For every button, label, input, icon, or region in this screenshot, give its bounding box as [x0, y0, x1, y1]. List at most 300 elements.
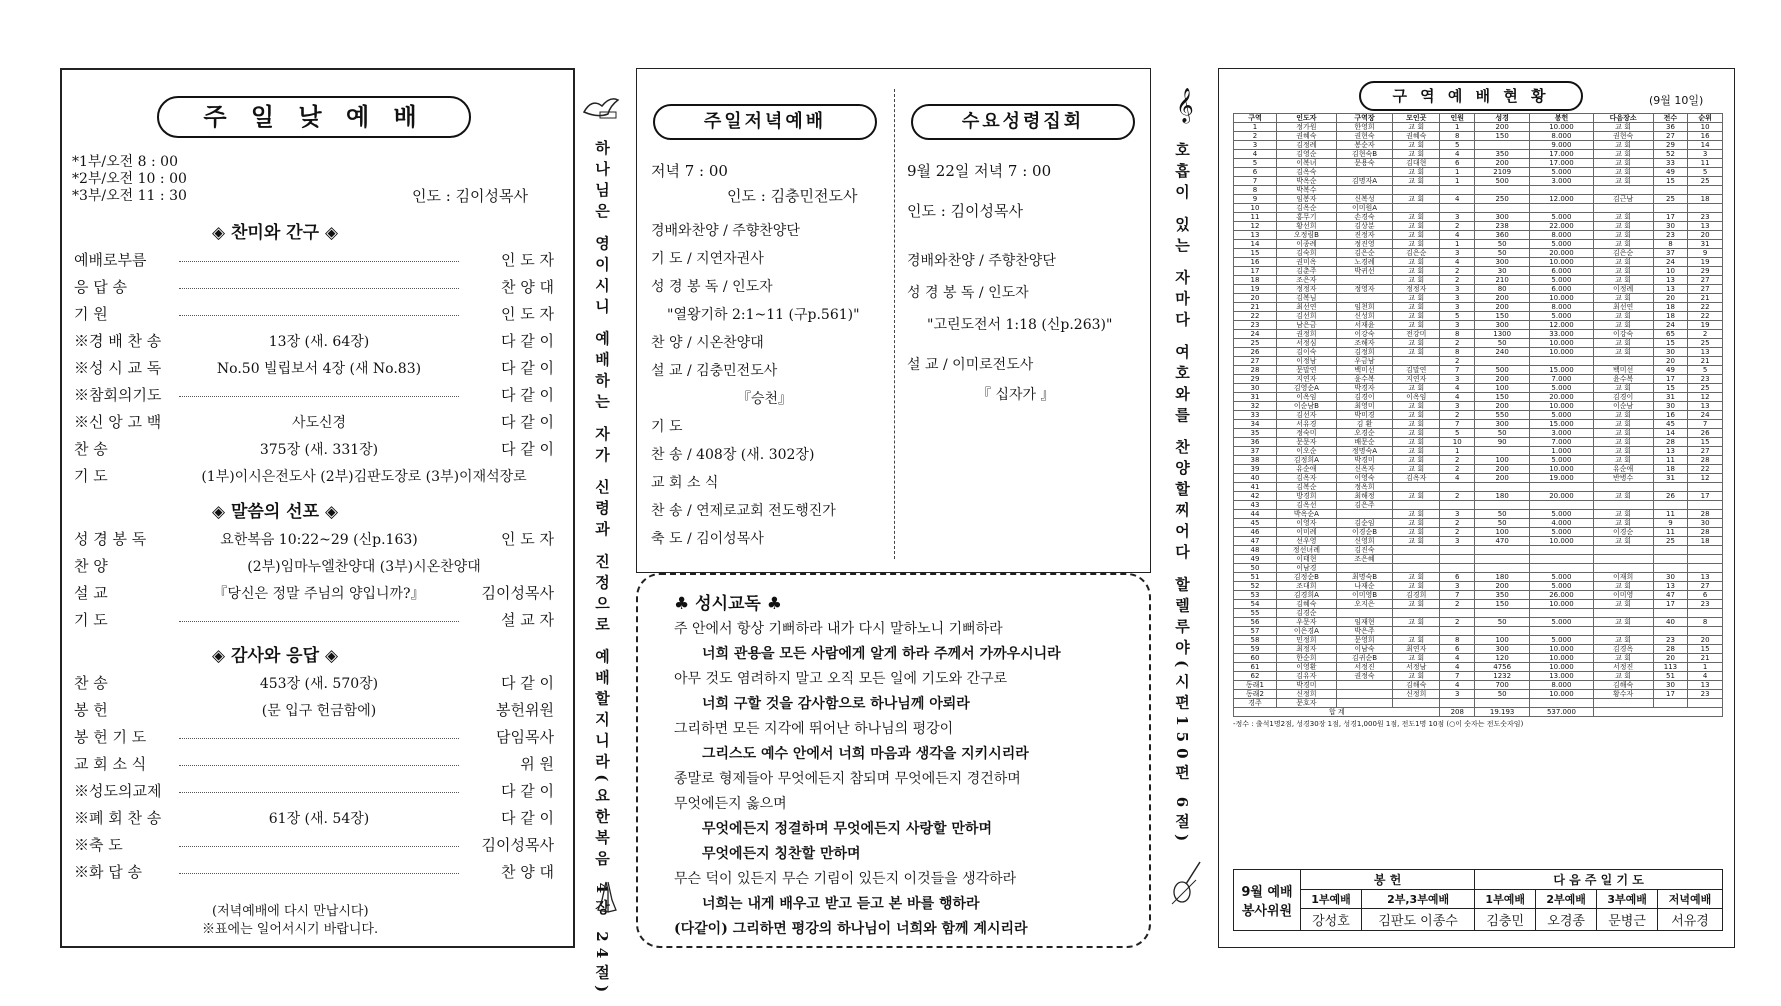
table-cell: 정옥희 [1336, 483, 1392, 492]
table-cell: 김은순 [1336, 249, 1392, 258]
table-cell: 김선자 [1276, 411, 1336, 420]
table-cell: 이미영 [1593, 591, 1653, 600]
dove-icon [580, 92, 620, 122]
table-cell: 5.000 [1530, 573, 1593, 582]
table-cell: 550 [1475, 411, 1530, 420]
table-cell: 12.000 [1530, 195, 1593, 204]
table-cell: 46 [1234, 528, 1277, 537]
table-cell: 교 회 [1593, 429, 1653, 438]
table-cell: 교 회 [1593, 150, 1653, 159]
table-cell: 180 [1475, 573, 1530, 582]
table-cell: 3 [1440, 285, 1475, 294]
table-cell: 신영희 [1336, 537, 1392, 546]
dot-leader [179, 315, 459, 316]
table-cell: 11 [1688, 159, 1723, 168]
order-item [74, 781, 564, 801]
table-row [1234, 357, 1723, 366]
table-row [1234, 393, 1723, 402]
order-item [74, 250, 564, 270]
table-cell: 200 [1475, 582, 1530, 591]
order-item-detail-wrap [174, 808, 464, 829]
table-cell: 이정례 [1593, 285, 1653, 294]
table-cell [1653, 627, 1688, 636]
table-cell: 150 [1475, 393, 1530, 402]
evening-line: 찬 양 / 시온찬양대 [651, 335, 764, 351]
table-cell: 500 [1475, 366, 1530, 375]
table-cell: 8 [1440, 132, 1475, 141]
table-cell: 서재윤 [1336, 321, 1392, 330]
table-cell: 10.000 [1530, 402, 1593, 411]
table-cell: 470 [1475, 537, 1530, 546]
order-item-detail: (2부)임마누엘찬양대 (3부)시온찬양대 [247, 559, 481, 575]
order-item-role: 찬 양 대 [500, 278, 554, 296]
district-header-cell: 다음장소 [1593, 114, 1653, 123]
volunteer-header-row [1234, 890, 1723, 909]
table-row [1234, 609, 1723, 618]
table-cell: 교 회 [1393, 636, 1440, 645]
table-cell: 2 [1440, 222, 1475, 231]
table-cell: 80 [1475, 285, 1530, 294]
table-cell [1336, 168, 1392, 177]
table-cell: 3 [1440, 249, 1475, 258]
table-cell: 5 [1688, 366, 1723, 375]
district-title: 구 역 예 배 현 황 [1359, 81, 1583, 111]
evening-line: 『승천』 [737, 391, 793, 407]
table-cell: 10.000 [1530, 339, 1593, 348]
table-cell [1393, 501, 1440, 510]
table-cell: 5.000 [1530, 618, 1593, 627]
table-cell [1440, 483, 1475, 492]
table-cell [1440, 627, 1475, 636]
volunteer-name-cell: 김충민 [1475, 909, 1536, 931]
order-item-detail-wrap [174, 610, 464, 630]
table-cell: 김옥순 [1276, 204, 1336, 213]
table-cell: 교 회 [1393, 654, 1440, 663]
order-item [74, 331, 564, 352]
table-cell: 5.000 [1530, 312, 1593, 321]
table-cell: 33 [1653, 159, 1688, 168]
table-cell: 13 [1653, 582, 1688, 591]
table-cell: 238 [1475, 222, 1530, 231]
table-cell [1475, 555, 1530, 564]
table-cell: 25 [1688, 177, 1723, 186]
table-cell [1393, 699, 1440, 708]
evening-line: 설 교 / 김충민전도사 [651, 363, 778, 379]
table-cell: 교 회 [1393, 276, 1440, 285]
table-cell: 교 회 [1393, 465, 1440, 474]
table-cell: 4 [1440, 150, 1475, 159]
district-table [1233, 113, 1723, 717]
table-cell: 5.000 [1530, 168, 1593, 177]
table-cell: 김정희 [1336, 348, 1392, 357]
table-cell: 김유자 [1276, 672, 1336, 681]
evening-time: 저녁 7 : 00 [651, 162, 728, 180]
table-cell: 2 [1440, 600, 1475, 609]
table-row [1234, 411, 1723, 420]
table-cell: 한순희 [1276, 654, 1336, 663]
table-row [1234, 474, 1723, 483]
table-cell: 박귀선 [1336, 267, 1392, 276]
table-cell: 45 [1234, 519, 1277, 528]
table-cell: 18 [1653, 303, 1688, 312]
table-cell: 홍무기 [1276, 213, 1336, 222]
table-cell [1653, 483, 1688, 492]
table-cell: 10.000 [1530, 600, 1593, 609]
table-cell: 신옥자 [1336, 465, 1392, 474]
order-item-label: ※신 앙 고 백 [74, 413, 162, 431]
table-cell: 교 회 [1593, 222, 1653, 231]
order-item-role: 찬 양 대 [500, 863, 554, 881]
order-item-detail-wrap [174, 673, 464, 694]
table-cell: 김숙희 [1276, 249, 1336, 258]
table-cell: 30 [1653, 573, 1688, 582]
table-cell: 교 회 [1393, 348, 1440, 357]
table-row [1234, 663, 1723, 672]
order-item [74, 358, 564, 379]
table-cell [1393, 186, 1440, 195]
table-cell: 3 [1440, 582, 1475, 591]
responsive-line: 너희 구할 것을 감사함으로 하나님께 아뢰라 [702, 696, 970, 712]
table-cell: 12 [1688, 393, 1723, 402]
table-cell: 20 [1653, 294, 1688, 303]
table-cell [1653, 699, 1688, 708]
wednesday-time: 9월 22일 저녁 7 : 00 [907, 162, 1052, 180]
table-row [1234, 159, 1723, 168]
table-cell: 100 [1475, 636, 1530, 645]
table-cell: 김 환 [1336, 420, 1392, 429]
morning-leader: 인도 : 김이성목사 [412, 187, 529, 205]
table-cell: 박복수 [1276, 186, 1336, 195]
table-cell: 교 회 [1393, 168, 1440, 177]
table-cell: 15 [1234, 249, 1277, 258]
district-header-cell: 구역장 [1336, 114, 1392, 123]
table-cell: 39 [1234, 465, 1277, 474]
table-cell: 6 [1688, 591, 1723, 600]
responsive-title: ♣ 성시교독 ♣ [674, 594, 783, 614]
table-cell: 이남경 [1276, 564, 1336, 573]
table-cell: 10.000 [1530, 465, 1593, 474]
table-cell [1530, 555, 1593, 564]
table-cell: 오정림B [1276, 231, 1336, 240]
table-cell: 16 [1234, 258, 1277, 267]
table-cell: 김정례 [1276, 141, 1336, 150]
order-item [74, 412, 564, 433]
wednesday-line: 설 교 / 이미로전도사 [907, 357, 1034, 373]
table-cell: 교 회 [1393, 402, 1440, 411]
district-note: -정수 : 출석1명2점, 성경30장 1점, 성경1,000원 1점, 전도1명 10점 (○이 숫자는 전도숫자임) [1233, 720, 1524, 728]
table-cell: 34 [1234, 420, 1277, 429]
table-row [1234, 483, 1723, 492]
table-cell: 박옥순 [1276, 177, 1336, 186]
table-row [1234, 276, 1723, 285]
table-cell: 김경이 [1336, 393, 1392, 402]
table-cell: 최선연 [1276, 303, 1336, 312]
table-cell: 교 회 [1593, 276, 1653, 285]
table-cell: 6 [1440, 159, 1475, 168]
table-cell: 2 [1440, 618, 1475, 627]
table-row [1234, 231, 1723, 240]
order-item-role: 김이성목사 [481, 584, 554, 602]
table-cell: 23 [1688, 690, 1723, 699]
table-cell [1593, 699, 1653, 708]
table-cell: 7 [1440, 420, 1475, 429]
table-cell: 교 회 [1593, 141, 1653, 150]
district-header-cell: 구역 [1234, 114, 1277, 123]
table-cell: 교 회 [1393, 303, 1440, 312]
table-cell: 김춘주 [1276, 267, 1336, 276]
dot-leader [179, 621, 459, 622]
table-cell: 61 [1234, 663, 1277, 672]
table-cell: 김이숙 [1276, 348, 1336, 357]
evening-leader: 인도 : 김충민전도사 [727, 187, 858, 205]
table-cell: 150 [1475, 312, 1530, 321]
responsive-line: (다같이) 그리하면 평강의 하나님이 너희와 함께 계시리라 [674, 921, 1028, 937]
table-cell [1440, 699, 1475, 708]
table-cell: 20 [1234, 294, 1277, 303]
table-cell: 방경희 [1276, 492, 1336, 501]
table-cell: 37 [1234, 447, 1277, 456]
district-header-cell: 인원 [1440, 114, 1475, 123]
scripture-right-vertical: 호흡이 있는 자마다 여호와를 찬양할찌어다 할렐루야(시편150편 6절) [1173, 142, 1191, 848]
table-row [1234, 312, 1723, 321]
table-row [1234, 672, 1723, 681]
table-cell: 29 [1688, 267, 1723, 276]
table-cell: 2 [1688, 330, 1723, 339]
evening-line: 축 도 / 김이성목사 [651, 531, 764, 547]
table-cell: 17 [1234, 267, 1277, 276]
order-item-detail-wrap [174, 727, 464, 747]
table-row [1234, 321, 1723, 330]
table-cell: 20.000 [1530, 249, 1593, 258]
table-cell [1593, 564, 1653, 573]
table-cell: 윤수복 [1336, 375, 1392, 384]
order-item [74, 529, 564, 550]
table-cell: 조해자 [1336, 339, 1392, 348]
table-cell: 100 [1475, 384, 1530, 393]
responsive-reading-panel [636, 573, 1151, 948]
table-row [1234, 267, 1723, 276]
table-cell: 민정희 [1276, 636, 1336, 645]
table-cell: 권현숙 [1336, 132, 1392, 141]
table-cell: 박미경 [1336, 411, 1392, 420]
scripture-left-vertical: 하나님은 영이시니 예배하는 자가 신령과 진정으로 예배할지니라(요한복음 4장 24절) [593, 140, 611, 999]
order-item [74, 385, 564, 405]
table-cell: 13 [1688, 402, 1723, 411]
table-cell: 최정자 [1276, 645, 1336, 654]
table-cell: 200 [1475, 294, 1530, 303]
wednesday-line: 『 십자가 』 [977, 387, 1055, 403]
table-row [1234, 627, 1723, 636]
table-cell: 3 [1234, 141, 1277, 150]
table-cell: 50 [1475, 249, 1530, 258]
table-cell: 2 [1440, 357, 1475, 366]
table-cell: 배문순 [1336, 438, 1392, 447]
table-cell [1393, 546, 1440, 555]
order-item-label: 기 도 [74, 611, 108, 629]
volunteer-name-cell: 김판도 이종수 [1361, 909, 1474, 931]
table-cell: 교 회 [1593, 438, 1653, 447]
table-cell: 이영숙 [1336, 474, 1392, 483]
table-cell [1653, 546, 1688, 555]
table-cell: 17 [1653, 375, 1688, 384]
table-cell: 정정자 [1276, 285, 1336, 294]
order-item-detail-wrap [174, 781, 464, 801]
order-item [74, 304, 564, 324]
table-cell: 서정진 [1336, 663, 1392, 672]
table-cell [1336, 186, 1392, 195]
table-cell: 10.000 [1530, 690, 1593, 699]
table-cell: 14 [1688, 141, 1723, 150]
order-item-role: 김이성목사 [481, 836, 554, 854]
table-cell: 23 [1653, 231, 1688, 240]
table-cell: 교 회 [1393, 321, 1440, 330]
table-cell: 나재순 [1336, 582, 1392, 591]
table-cell: 이은경A [1276, 627, 1336, 636]
table-cell [1475, 501, 1530, 510]
table-cell: 47 [1234, 537, 1277, 546]
table-cell: 48 [1234, 546, 1277, 555]
volunteer-label-2: 봉사위원 [1241, 904, 1293, 919]
table-row [1234, 222, 1723, 231]
table-cell: 28 [1653, 645, 1688, 654]
dot-leader [179, 846, 459, 847]
table-cell: 권혜숙 [1276, 132, 1336, 141]
table-cell: 51 [1653, 672, 1688, 681]
table-cell [1530, 564, 1593, 573]
table-cell: 17 [1653, 690, 1688, 699]
table-cell: 5 [1440, 141, 1475, 150]
table-cell: 교 회 [1593, 672, 1653, 681]
table-cell: 권정희 [1276, 330, 1336, 339]
table-cell: 50 [1475, 429, 1530, 438]
table-cell: 임봉자 [1276, 195, 1336, 204]
table-row [1234, 141, 1723, 150]
table-cell: 4 [1440, 231, 1475, 240]
table-cell: 교 회 [1393, 438, 1440, 447]
table-cell [1475, 186, 1530, 195]
table-cell: 김대현 [1393, 159, 1440, 168]
table-cell: 22 [1234, 312, 1277, 321]
order-item-role: 담임목사 [496, 728, 554, 746]
table-cell: 교 회 [1393, 195, 1440, 204]
table-cell [1393, 357, 1440, 366]
total-offering: 537.000 [1530, 708, 1593, 717]
table-cell: 7.000 [1530, 375, 1593, 384]
table-cell: 문용숙 [1336, 159, 1392, 168]
table-cell: 5.000 [1530, 528, 1593, 537]
table-cell: 교 회 [1593, 537, 1653, 546]
total-bible: 19.193 [1475, 708, 1530, 717]
table-row [1234, 168, 1723, 177]
table-cell: 30 [1653, 681, 1688, 690]
table-cell: 교 회 [1593, 654, 1653, 663]
table-cell: 10 [1234, 204, 1277, 213]
table-cell: 20 [1653, 654, 1688, 663]
table-cell: 200 [1475, 303, 1530, 312]
table-cell: 18 [1688, 537, 1723, 546]
table-cell: 김복순 [1276, 483, 1336, 492]
table-cell: 김혜숙 [1276, 600, 1336, 609]
table-row [1234, 510, 1723, 519]
table-cell: 27 [1688, 447, 1723, 456]
table-cell: 6 [1234, 168, 1277, 177]
table-cell: 200 [1475, 402, 1530, 411]
table-cell [1688, 483, 1723, 492]
footer-line-2: ※표에는 일어서시기 바랍니다. [202, 922, 379, 937]
table-cell: 김해숙 [1393, 681, 1440, 690]
table-cell: 5.000 [1530, 411, 1593, 420]
table-cell: 5.000 [1530, 240, 1593, 249]
table-cell: 19 [1688, 258, 1723, 267]
table-cell [1336, 510, 1392, 519]
volunteer-name-cell: 서유경 [1658, 909, 1723, 931]
table-cell: 신정희 [1276, 690, 1336, 699]
order-item [74, 754, 564, 774]
table-cell: 조은자 [1276, 276, 1336, 285]
order-item-role: 다 같 이 [500, 386, 554, 404]
table-cell: 박경미 [1336, 456, 1392, 465]
evening-line: 기 도 [651, 419, 683, 435]
table-cell: 7.000 [1530, 438, 1593, 447]
table-cell: 1 [1440, 177, 1475, 186]
table-row [1234, 618, 1723, 627]
table-cell: 정선녀례 [1276, 546, 1336, 555]
order-item-label: 설 교 [74, 584, 108, 602]
order-item-role: 다 같 이 [500, 332, 554, 350]
table-cell: 이미원A [1336, 204, 1392, 213]
table-cell: 17.000 [1530, 150, 1593, 159]
table-cell: 31 [1653, 393, 1688, 402]
table-cell: 50 [1475, 618, 1530, 627]
table-cell: 1.000 [1530, 447, 1593, 456]
table-cell: 최영미 [1336, 402, 1392, 411]
table-cell [1653, 204, 1688, 213]
table-cell: 황선희 [1276, 222, 1336, 231]
table-cell: 62 [1234, 672, 1277, 681]
table-cell: 권현숙 [1593, 132, 1653, 141]
table-cell: 교 회 [1593, 123, 1653, 132]
table-cell [1393, 483, 1440, 492]
table-cell: 교 회 [1593, 339, 1653, 348]
table-cell: 29 [1234, 375, 1277, 384]
table-cell: 교 회 [1393, 294, 1440, 303]
table-cell: 김옥숙 [1276, 168, 1336, 177]
table-cell: 2 [1440, 492, 1475, 501]
table-cell: 42 [1234, 492, 1277, 501]
table-cell: 33 [1234, 411, 1277, 420]
table-cell: 김근남 [1593, 195, 1653, 204]
table-cell: 44 [1234, 510, 1277, 519]
table-cell: 49 [1653, 366, 1688, 375]
order-item-role: 다 같 이 [500, 809, 554, 827]
table-cell: 5 [1234, 159, 1277, 168]
table-cell [1475, 204, 1530, 213]
order-item-detail-wrap [174, 754, 464, 774]
table-cell: 교 회 [1393, 510, 1440, 519]
table-row [1234, 303, 1723, 312]
order-item-detail: No.50 빌립보서 4장 (새 No.83) [216, 361, 422, 377]
table-cell: 교 회 [1393, 177, 1440, 186]
table-cell: 이남숙 [1336, 645, 1392, 654]
evening-title: 주일저녁예배 [653, 104, 877, 140]
table-row [1234, 240, 1723, 249]
table-cell: 교 회 [1393, 420, 1440, 429]
table-cell [1393, 204, 1440, 213]
table-cell: 59 [1234, 645, 1277, 654]
table-cell: 교 회 [1593, 168, 1653, 177]
table-cell: 교 회 [1393, 240, 1440, 249]
table-cell [1336, 564, 1392, 573]
